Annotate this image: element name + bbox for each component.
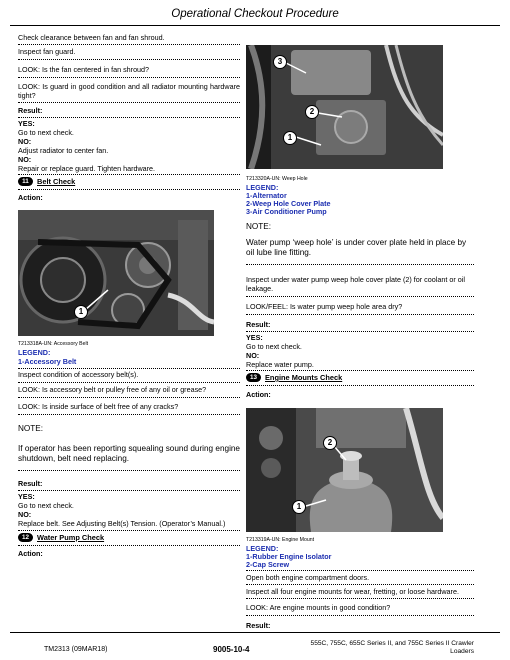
divider — [18, 117, 240, 118]
page-title: Operational Checkout Procedure — [171, 8, 339, 20]
step-belt-check — [18, 177, 75, 186]
divider — [18, 545, 240, 546]
divider — [246, 584, 474, 585]
models-line: Loaders — [450, 648, 474, 655]
open-doors-text: Open both engine compartment doors. — [246, 573, 370, 582]
step-title: Water Pump Check — [37, 533, 105, 542]
no-label: NO: — [18, 155, 32, 164]
yes-text: Go to next check. — [18, 128, 74, 137]
no-text: Replace belt. See Adjusting Belt(s) Tension. (Operator’s Manual.) — [18, 519, 226, 528]
divider — [18, 470, 240, 471]
models-line: 555C, 755C, 655C Series II, and 755C Series II Crawler — [310, 640, 474, 647]
yes-label: YES: — [18, 492, 35, 501]
look-mounts-text: LOOK: Are engine mounts in good condition? — [246, 603, 391, 612]
divider — [246, 385, 474, 386]
no-text: Repair or replace guard. Tighten hardware. — [18, 164, 156, 173]
callout-1: 1 — [292, 500, 306, 514]
photo-caption: T213320A-UN: Weep Hole — [246, 176, 308, 182]
callout-3: 3 — [273, 55, 287, 69]
step-engine-mounts-check — [246, 373, 342, 382]
photo-caption: T213318A-UN: Accessory Belt — [18, 341, 89, 347]
step-number-badge: 13 — [246, 373, 261, 382]
divider — [18, 414, 240, 415]
yes-text: Go to next check. — [18, 501, 74, 510]
note-text: If operator has been reporting squealing sound during engine shutdown, belt need replacing. — [18, 444, 240, 463]
divider — [18, 59, 240, 60]
legend-item: 3-Air Conditioner Pump — [246, 207, 327, 216]
yes-label: YES: — [18, 119, 35, 128]
photo-caption: T213319A-UN: Engine Mount — [246, 537, 315, 543]
page-number: 9005-10-4 — [213, 645, 250, 654]
result-label: Result: — [18, 479, 43, 488]
callout-2: 2 — [323, 436, 337, 450]
callout-1: 1 — [283, 131, 297, 145]
legend-item: 1-Alternator — [246, 191, 287, 200]
callout-2: 2 — [305, 105, 319, 119]
header-rule — [10, 25, 500, 26]
divider — [246, 570, 474, 571]
inspect-belt-text: Inspect condition of accessory belt(s). — [18, 370, 139, 379]
note-title: NOTE: — [18, 424, 44, 433]
look-feel-text: LOOK/FEEL: Is water pump weep hole area dry? — [246, 302, 403, 311]
step-title: Engine Mounts Check — [265, 373, 343, 382]
divider — [18, 174, 240, 175]
look-belt-cracks: LOOK: Is inside surface of belt free of any cracks? — [18, 402, 179, 411]
inspect-weep-hole-text: Inspect under water pump weep hole cover plate (2) for coolant or oil leakage. — [246, 275, 465, 293]
action-label: Action: — [18, 549, 43, 558]
look-fan-centered: LOOK: Is the fan centered in fan shroud? — [18, 65, 150, 74]
divider — [18, 530, 240, 531]
divider — [18, 397, 240, 398]
divider — [18, 102, 240, 103]
result-label: Result: — [246, 621, 271, 630]
no-label: NO: — [18, 137, 32, 146]
result-label: Result: — [18, 106, 43, 115]
divider — [246, 331, 474, 332]
yes-text: Go to next check. — [246, 342, 302, 351]
action-label: Action: — [246, 390, 271, 399]
no-label: NO: — [18, 510, 32, 519]
belt-photo-drawing — [18, 210, 214, 336]
divider — [18, 189, 240, 190]
note-title: NOTE: — [246, 222, 272, 231]
step-number-badge: 12 — [18, 533, 33, 542]
models-block — [290, 640, 474, 656]
divider — [246, 264, 474, 265]
footer-rule — [10, 632, 500, 633]
fan-clearance-text: Check clearance between fan and fan shroud. — [18, 33, 165, 42]
engine-mount-drawing — [246, 408, 443, 532]
legend-item: 2-Weep Hole Cover Plate — [246, 199, 331, 208]
legend-item: 1-Rubber Engine Isolator — [246, 552, 332, 561]
divider — [246, 370, 474, 371]
divider — [246, 314, 474, 315]
look-belt-oil: LOOK: Is accessory belt or pulley free of any oil or grease? — [18, 385, 207, 394]
result-block — [246, 333, 314, 369]
accessory-belt-photo — [18, 210, 214, 336]
legend-label: LEGEND: — [246, 183, 279, 192]
result-block — [18, 492, 248, 528]
divider — [246, 598, 474, 599]
inspect-mounts-text: Inspect all four engine mounts for wear, fretting, or loose hardware. — [246, 587, 459, 596]
weep-hole-photo — [246, 45, 443, 169]
result-label: Result: — [246, 320, 271, 329]
step-water-pump-check — [18, 533, 104, 542]
divider — [246, 296, 474, 297]
no-text: Adjust radiator to center fan. — [18, 146, 109, 155]
legend-label: LEGEND: — [18, 348, 51, 357]
action-label: Action: — [18, 193, 43, 202]
legend-item: 1-Accessory Belt — [18, 357, 77, 366]
callout-1: 1 — [74, 305, 88, 319]
step-number-badge: 11 — [18, 177, 33, 186]
legend-item: 2-Cap Screw — [246, 560, 290, 569]
no-label: NO: — [246, 351, 260, 360]
divider — [18, 368, 240, 369]
legend-label: LEGEND: — [246, 544, 279, 553]
divider — [18, 44, 240, 45]
divider — [18, 490, 240, 491]
note-text: Water pump ‘weep hole’ is under cover plate held in place by oil lube line fitting. — [246, 238, 467, 257]
look-guard-condition: LOOK: Is guard in good condition and all radiator mounting hardware tight? — [18, 82, 240, 100]
inspect-fan-guard-text: Inspect fan guard. — [18, 47, 76, 56]
engine-mount-photo — [246, 408, 443, 532]
yes-label: YES: — [246, 333, 263, 342]
doc-id: TM2313 (09MAR18) — [44, 646, 108, 653]
divider — [18, 382, 240, 383]
divider — [246, 615, 474, 616]
no-text: Replace water pump. — [246, 360, 314, 369]
step-title: Belt Check — [37, 177, 76, 186]
divider — [18, 77, 240, 78]
result-block — [18, 119, 240, 173]
